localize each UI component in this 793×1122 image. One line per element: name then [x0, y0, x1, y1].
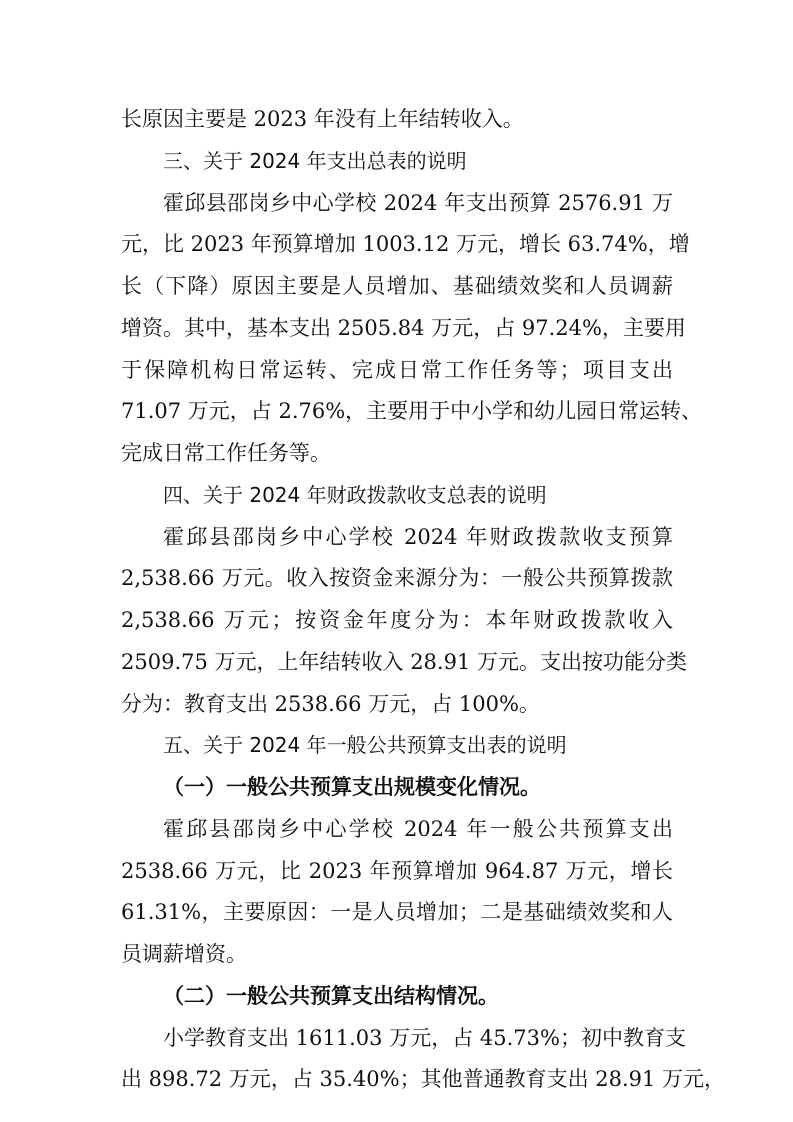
body-text-line: 61.31%，主要原因：一是人员增加；二是基础绩效奖和人 [121, 900, 673, 924]
body-text-line: 71.07 万元，占 2.76%，主要用于中小学和幼儿园日常运转、 [121, 399, 703, 423]
body-text-line: 2,538.66 万元。收入按资金来源分为：一般公共预算拨款 [121, 566, 673, 590]
body-text-line: 霍邱县邵岗乡中心学校 2024 年财政拨款收支预算 [163, 525, 673, 549]
section-heading-5: 五、关于 2024 年一般公共预算支出表的说明 [163, 733, 567, 757]
subsection-heading-1: （一）一般公共预算支出规模变化情况。 [163, 774, 541, 799]
body-text-line: 分为：教育支出 2538.66 万元，占 100%。 [121, 692, 540, 716]
subsection-heading-2: （二）一般公共预算支出结构情况。 [163, 983, 499, 1008]
body-text-line: 2509.75 万元，上年结转收入 28.91 万元。支出按功能分类 [121, 650, 687, 674]
body-text-line: 出 898.72 万元，占 35.40%；其他普通教育支出 28.91 万元， [121, 1067, 726, 1091]
body-text-line: 增资。其中，基本支出 2505.84 万元，占 97.24%，主要用 [121, 316, 686, 340]
body-text-line: 霍邱县邵岗乡中心学校 2024 年支出预算 2576.91 万 [163, 191, 673, 215]
body-text-line: 元，比 2023 年预算增加 1003.12 万元，增长 63.74%，增 [121, 232, 690, 256]
body-text-line: 霍邱县邵岗乡中心学校 2024 年一般公共预算支出 [163, 817, 673, 841]
body-text-line: 小学教育支出 1611.03 万元，占 45.73%；初中教育支 [163, 1026, 686, 1050]
body-text-line: 员调薪增资。 [121, 942, 247, 966]
body-text-line: 完成日常工作任务等。 [121, 441, 331, 465]
body-text-line: 2,538.66 万元；按资金年度分为：本年财政拨款收入 [121, 608, 673, 632]
section-heading-3: 三、关于 2024 年支出总表的说明 [163, 149, 467, 173]
body-text-line: 2538.66 万元，比 2023 年预算增加 964.87 万元，增长 [121, 859, 673, 883]
section-heading-4: 四、关于 2024 年财政拨款收支总表的说明 [163, 483, 547, 507]
body-text-line: 长原因主要是 2023 年没有上年结转收入。 [121, 107, 524, 131]
body-text-line: 长（下降）原因主要是人员增加、基础绩效奖和人员调薪 [121, 274, 673, 298]
body-text-line: 于保障机构日常运转、完成日常工作任务等；项目支出 [121, 358, 673, 382]
